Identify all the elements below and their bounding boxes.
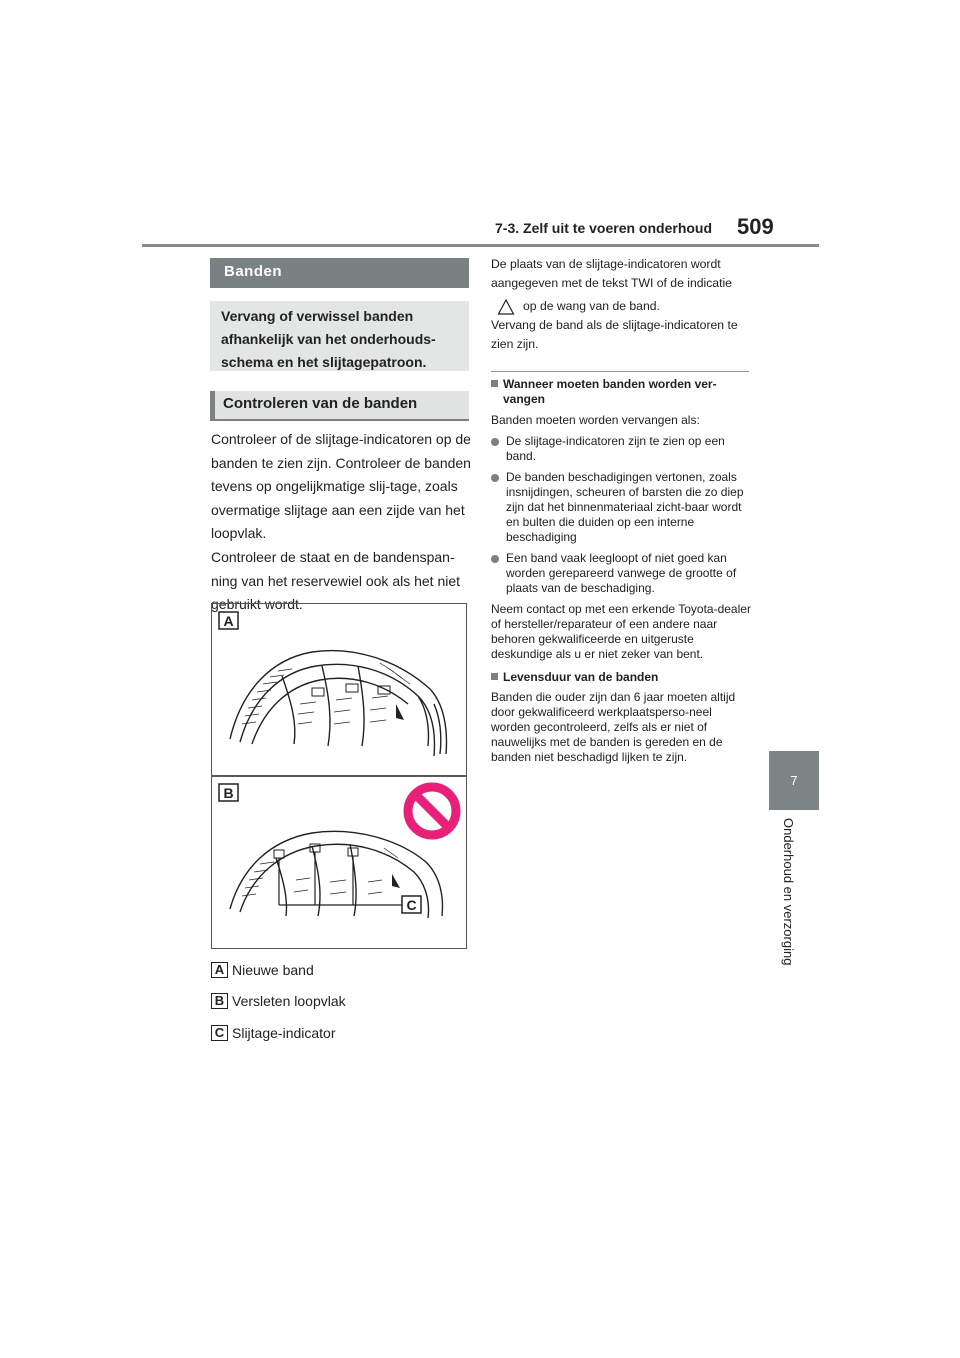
- legend-text: Nieuwe band: [232, 962, 314, 978]
- section-separator: [491, 371, 749, 372]
- label-c: C: [406, 897, 417, 913]
- tire-drawing: [212, 604, 466, 948]
- chapter-tab: [769, 751, 819, 810]
- triangle-icon: [497, 298, 515, 316]
- list-item: [491, 434, 753, 464]
- paragraph: op de wang van de band.: [523, 299, 660, 313]
- bullet-dot-icon: [491, 555, 499, 563]
- legend-text: Slijtage-indicator: [232, 1025, 336, 1041]
- square-bullet-icon: [491, 380, 498, 387]
- bullet-dot-icon: [491, 474, 499, 482]
- intro-text: [491, 255, 753, 354]
- list-item: [491, 470, 753, 545]
- paragraph: Controleer de staat en de bandenspan-ning van het reservewiel ook als het niet gebruikt wordt.: [211, 548, 461, 613]
- square-bullet-icon: [491, 673, 498, 680]
- paragraph: Banden moeten worden vervangen als:: [491, 413, 700, 427]
- indicator-line: [491, 297, 753, 316]
- section-heading-controleren: Controleren van de banden: [210, 391, 469, 421]
- paragraph: Banden die ouder zijn dan 6 jaar moeten altijd door gekwalificeerd werkplaatsperso-neel worden gecontroleerd, zelfs als er niet of nauwelijks met de banden is gereden en de banden niet beschadigd lijken te zijn.: [491, 690, 736, 764]
- legend-item-a: [211, 962, 314, 978]
- legend-key: C: [211, 1025, 228, 1041]
- section-heading-banden: Banden: [210, 258, 469, 288]
- page-number: 509: [737, 214, 774, 239]
- chapter-tab-label: Onderhoud en verzorging: [781, 818, 796, 966]
- body-text: [211, 428, 473, 617]
- tire-new: [230, 651, 446, 756]
- label-b: B: [223, 785, 234, 801]
- subheading-text: Levensduur van de banden: [503, 670, 659, 684]
- list-item-text: Een band vaak leegloopt of niet goed kan worden gerepareerd vanwege de grootte of plaats van de beschadiging.: [506, 551, 737, 595]
- list-item-text: De slijtage-indicatoren zijn te zien op een band.: [506, 434, 725, 463]
- summary-box: Vervang of verwissel banden afhankelijk van het onderhouds-schema en het slijtagepatroon.: [210, 301, 469, 371]
- legend-key: A: [211, 962, 228, 978]
- paragraph: De plaats van de slijtage-indicatoren wordt aangegeven met de tekst TWI of de indicatie: [491, 257, 732, 290]
- subheading-text: Wanneer moeten banden worden ver-vangen: [503, 377, 717, 406]
- paragraph: Neem contact op met een erkende Toyota-dealer of hersteller/reparateur of een andere naar behoren gekwalificeerde en uitgeruste deskundige als u er niet zeker van bent.: [491, 602, 751, 661]
- header-rule: [142, 244, 819, 247]
- label-a: A: [223, 613, 234, 629]
- legend-text: Versleten loopvlak: [232, 993, 346, 1009]
- legend-item-b: [211, 993, 346, 1009]
- legend-item-c: [211, 1025, 336, 1041]
- indicator-callout: [279, 852, 402, 905]
- running-header-title: 7-3. Zelf uit te voeren onderhoud: [495, 220, 713, 236]
- replacement-section: [491, 377, 753, 765]
- subheading: [491, 377, 753, 407]
- list-item: [491, 551, 753, 596]
- bullet-dot-icon: [491, 438, 499, 446]
- paragraph: Vervang de band als de slijtage-indicatoren te zien zijn.: [491, 318, 738, 351]
- subheading: [491, 670, 753, 685]
- paragraph: Controleer of de slijtage-indicatoren op de banden te zien zijn. Controleer de banden tevens op ongelijkmatige slij-tage, zoals overmatige slijtage aan een zijde van het loopvlak.: [211, 431, 471, 542]
- chapter-number: 7: [790, 773, 798, 788]
- list-item-text: De banden beschadigingen vertonen, zoals insnijdingen, scheuren of barsten die zo diep zijn dat het binnenmateriaal zicht-baar wordt en bulten die duiden op een interne beschadiging: [506, 470, 744, 544]
- legend-key: B: [211, 993, 228, 1009]
- prohibition-icon: [408, 787, 456, 835]
- tire-illustration: [211, 603, 467, 949]
